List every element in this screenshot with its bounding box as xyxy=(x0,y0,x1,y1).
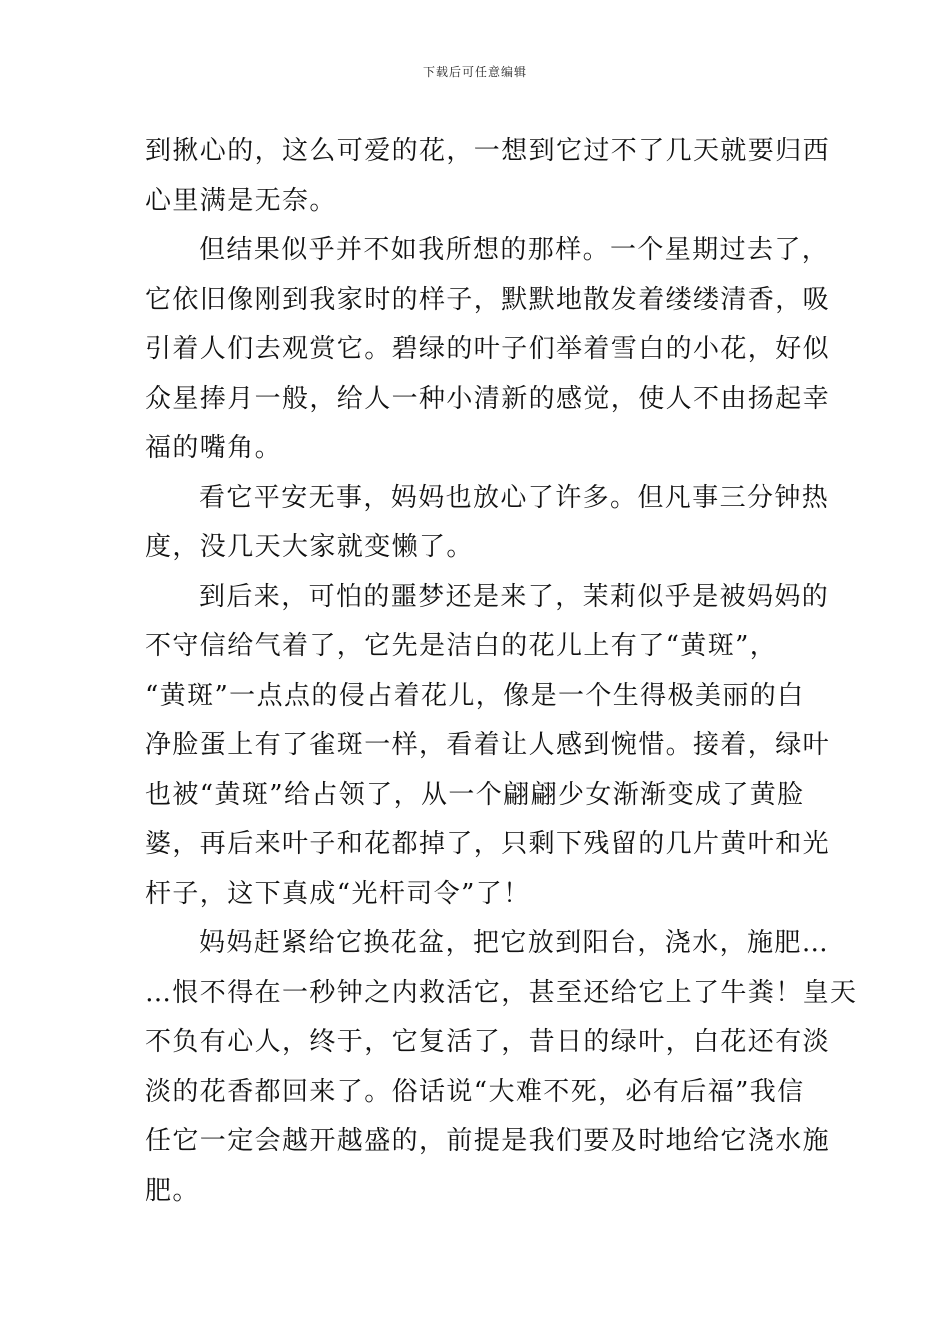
text-line: “黄斑”一点点的侵占着花儿，像是一个生得极美丽的白 xyxy=(145,680,805,711)
text-line: 引着人们去观赏它。碧绿的叶子们举着雪白的小花，好似 xyxy=(145,334,831,364)
text-line: 度，没几天大家就变懒了。 xyxy=(145,532,474,562)
text-line: 它依旧像刚到我家时的样子，默默地散发着缕缕清香，吸 xyxy=(145,284,831,315)
text-line: 不守信给气着了，它先是洁白的花儿上有了“黄斑”， xyxy=(145,631,778,661)
essay-body xyxy=(145,127,858,1216)
text-line: 到揪心的，这么可爱的花，一想到它过不了几天就要归西 xyxy=(145,136,831,166)
text-line: 到后来，可怕的噩梦还是来了，茉莉似乎是被妈妈的 xyxy=(199,581,830,612)
text-line: …恨不得在一秒钟之内救活它，甚至还给它上了牛粪！皇天 xyxy=(145,977,858,1008)
text-line: 心里满是无奈。 xyxy=(145,185,337,216)
text-line: 杆子，这下真成“光杆司令”了！ xyxy=(145,878,531,909)
page-header: 下载后可任意编辑 xyxy=(422,65,527,79)
text-line: 妈妈赶紧给它换花盆，把它放到阳台，浇水，施肥… xyxy=(199,928,830,958)
text-line: 淡的花香都回来了。俗话说“大难不死，必有后福”我信 xyxy=(145,1076,805,1107)
text-line: 也被“黄斑”给占领了，从一个翩翩少女渐渐变成了黄脸 xyxy=(145,779,805,810)
text-line: 但结果似乎并不如我所想的那样。一个星期过去了， xyxy=(199,235,830,265)
text-line: 婆，再后来叶子和花都掉了，只剩下残留的几片黄叶和光 xyxy=(145,829,831,859)
text-line: 肥。 xyxy=(145,1175,200,1206)
text-line: 众星捧月一般，给人一种小清新的感觉，使人不由扬起幸 xyxy=(145,383,831,414)
text-line: 任它一定会越开越盛的，前提是我们要及时地给它浇水施 xyxy=(145,1126,831,1156)
text-line: 不负有心人，终于，它复活了，昔日的绿叶，白花还有淡 xyxy=(145,1027,831,1057)
text-line: 净脸蛋上有了雀斑一样，看着让人感到惋惜。接着，绿叶 xyxy=(145,730,831,760)
text-line: 福的嘴角。 xyxy=(145,433,283,463)
text-line: 看它平安无事，妈妈也放心了许多。但凡事三分钟热 xyxy=(199,482,830,513)
